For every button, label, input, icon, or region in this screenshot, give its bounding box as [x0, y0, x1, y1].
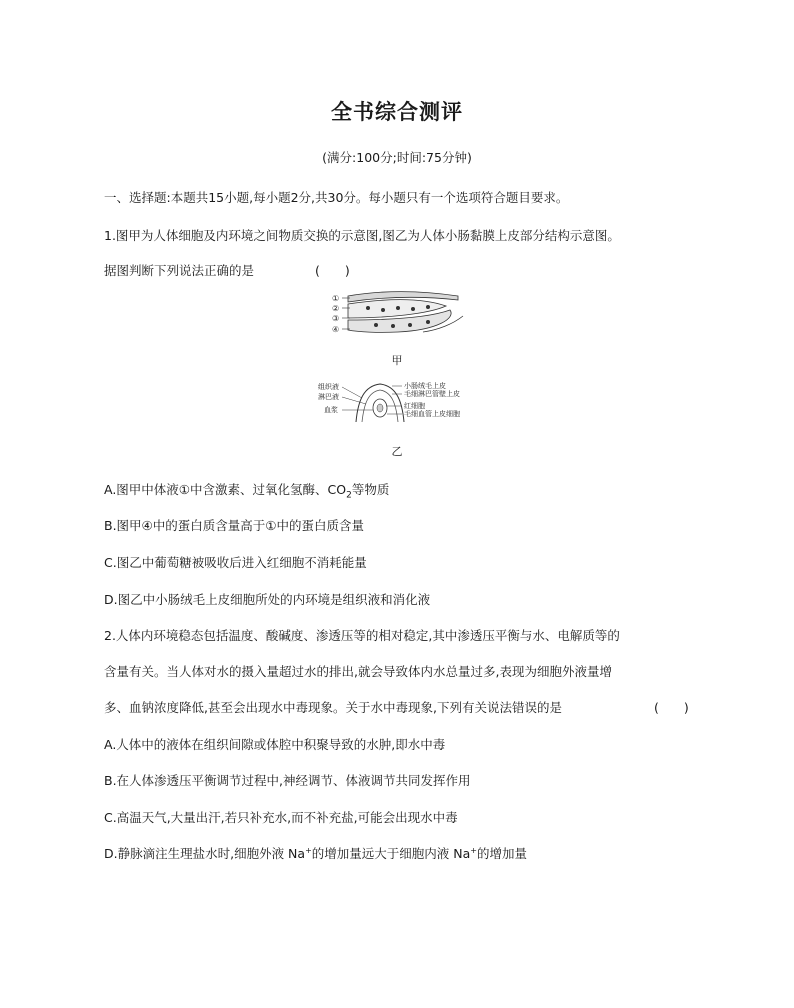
- fig-jia-caption: 甲: [391, 354, 403, 367]
- q2-option-c: C.高温天气,大量出汗,若只补充水,而不补充盐,可能会出现水中毒: [104, 810, 458, 825]
- na-superscript-1: +: [305, 845, 312, 855]
- q1-stem-line2: 据图判断下列说法正确的是: [104, 263, 255, 278]
- na-superscript-2: +: [470, 845, 477, 855]
- fig-jia-label-2: ②: [332, 304, 340, 313]
- q2-stem-line2: 含量有关。当人体对水的摄入量超过水的排出,就会导致体内水总量过多,表现为细胞外液量增: [104, 664, 612, 679]
- fig-jia-label-1: ①: [332, 294, 340, 303]
- fig-jia-label-4: ④: [332, 325, 340, 334]
- fig-yi-label-rbc: 红细胞: [404, 402, 425, 410]
- q2-stem-line1: 2.人体内环境稳态包括温度、酸碱度、渗透压等的相对稳定,其中渗透压平衡与水、电解质等的: [104, 628, 620, 643]
- fig-yi-label-lymph: 淋巴液: [318, 393, 339, 401]
- q2-option-d-tail: 的增加量: [476, 846, 527, 861]
- fig-jia-label-3: ③: [332, 314, 340, 323]
- fig-yi-label-tissue-fluid: 组织液: [318, 383, 339, 391]
- fig-yi-label-villus-epithelium: 小肠绒毛上皮: [404, 382, 446, 390]
- q1-option-a-tail: 等物质: [351, 482, 390, 497]
- q2-option-d: [104, 844, 527, 862]
- q2-option-a: A.人体中的液体在组织间隙或体腔中积聚导致的水肿,即水中毒: [104, 737, 446, 752]
- q1-option-d: D.图乙中小肠绒毛上皮细胞所处的内环境是组织液和消化液: [104, 592, 431, 607]
- q1-stem-line1: 1.图甲为人体细胞及内环境之间物质交换的示意图,图乙为人体小肠黏膜上皮部分结构示意图。: [104, 228, 620, 243]
- exam-info: (满分:100分;时间:75分钟): [322, 150, 472, 165]
- q2-answer-paren: ( ): [654, 700, 689, 715]
- figure-yi-drawing: [342, 384, 404, 422]
- q2-stem-line3: 多、血钠浓度降低,甚至会出现水中毒现象。关于水中毒现象,下列有关说法错误的是: [104, 700, 562, 715]
- figure-jia-drawing: [342, 292, 463, 333]
- q1-answer-paren: ( ): [315, 263, 350, 278]
- fig-yi-label-blood-capillary: 毛细血管上皮细胞: [404, 410, 460, 418]
- co2-subscript: 2: [346, 490, 352, 501]
- figure-jia: [328, 288, 468, 340]
- q2-option-d-mid: 的增加量远大于细胞内液 Na: [311, 846, 471, 861]
- figure-yi: [316, 380, 486, 424]
- q1-option-a: [104, 480, 389, 501]
- q1-option-c: C.图乙中葡萄糖被吸收后进入红细胞不消耗能量: [104, 555, 367, 570]
- section-heading: 一、选择题:本题共15小题,每小题2分,共30分。每小题只有一个选项符合题目要求。: [104, 190, 569, 205]
- fig-yi-label-plasma: 血浆: [324, 406, 338, 414]
- q1-option-b: B.图甲④中的蛋白质含量高于①中的蛋白质含量: [104, 518, 364, 533]
- fig-yi-caption: 乙: [391, 445, 403, 458]
- q1-option-a-text: A.图甲中体液①中含激素、过氧化氢酶、CO: [104, 482, 347, 497]
- q2-option-b: B.在人体渗透压平衡调节过程中,神经调节、体液调节共同发挥作用: [104, 773, 471, 788]
- q2-option-d-text: D.静脉滴注生理盐水时,细胞外液 Na: [104, 846, 306, 861]
- page-title: 全书综合测评: [331, 100, 463, 124]
- fig-yi-label-lymph-capillary: 毛细淋巴管壁上皮: [404, 390, 460, 398]
